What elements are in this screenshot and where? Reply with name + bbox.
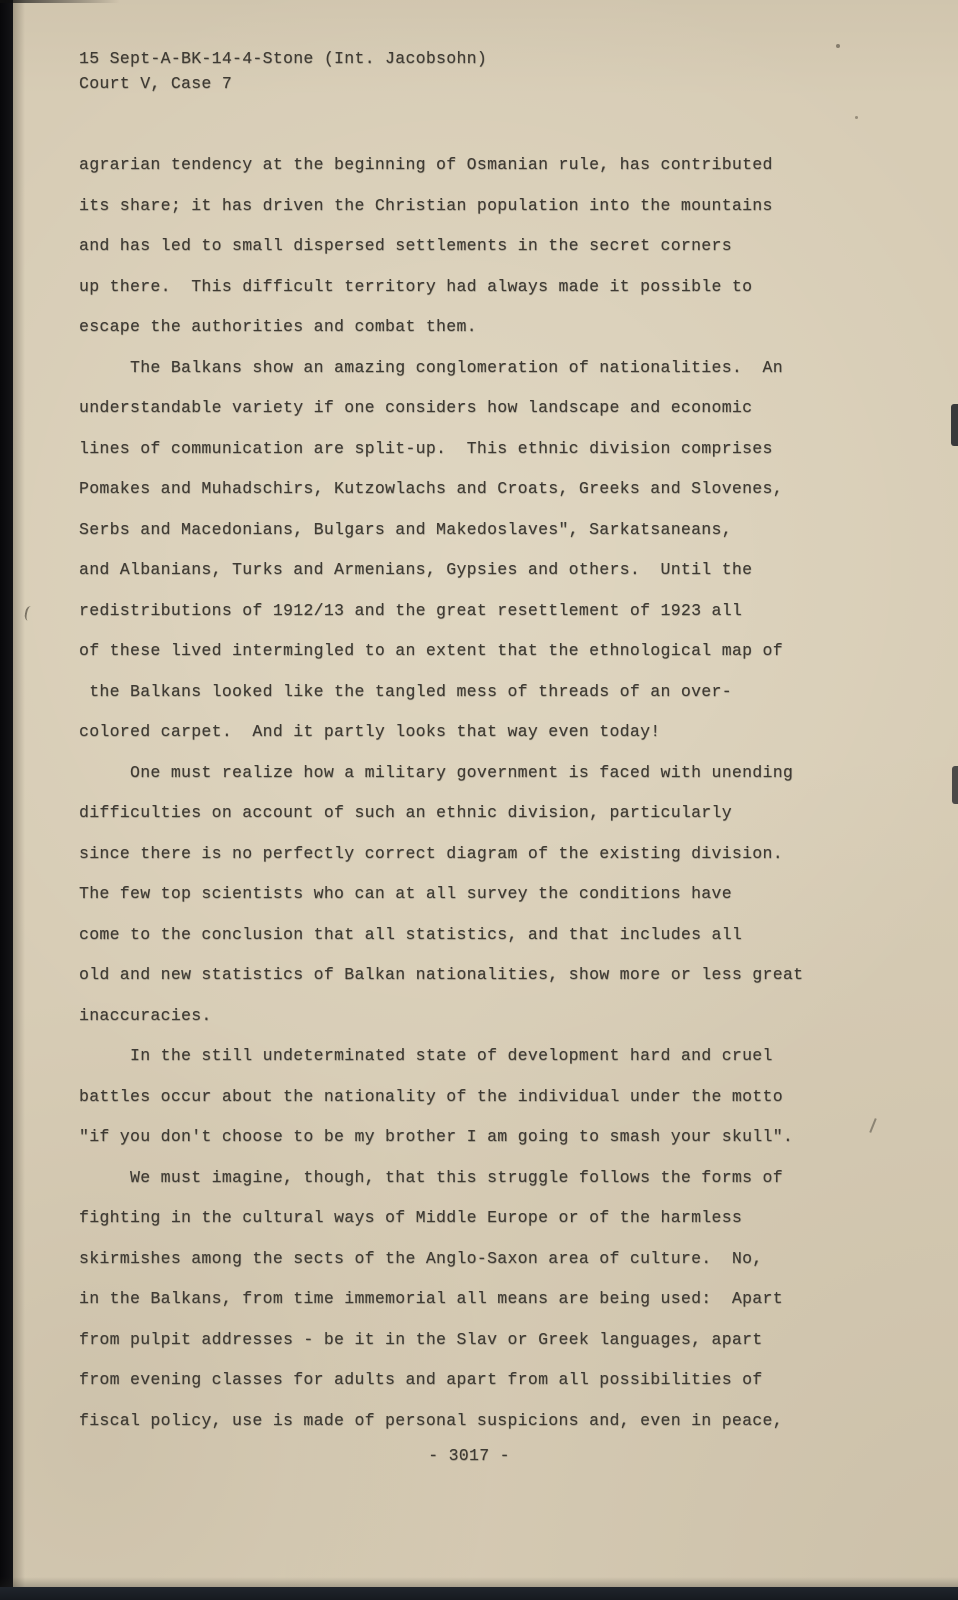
text-line: escape the authorities and combat them. — [79, 317, 477, 336]
document-header — [79, 46, 884, 96]
text-line: up there. This difficult territory had always made it possible to — [79, 276, 753, 296]
text-line: of these lived intermingled to an extent that the ethnological map of — [79, 641, 783, 660]
text-line: The Balkans show an amazing conglomeration of nationalities. An — [79, 357, 783, 377]
page-number: - 3017 - — [428, 1446, 510, 1465]
text-line: the Balkans looked like the tangled mess of threads of an over- — [79, 681, 732, 701]
text-line: Pomakes and Muhadschirs, Kutzowlachs and Croats, Greeks and Slovenes, — [79, 479, 783, 498]
text-line: "if you don't choose to be my brother I am going to smash your skull". — [79, 1127, 794, 1146]
text-line: come to the conclusion that all statistics, and that includes all — [79, 924, 743, 944]
text-line: old and new statistics of Balkan nationalities, show more or less great — [79, 965, 804, 984]
text-line: We must imagine, though, that this struggle follows the forms of — [79, 1167, 783, 1187]
scan-edge-bottom — [0, 1587, 958, 1600]
text-line: and Albanians, Turks and Armenians, Gypsies and others. Until the — [79, 560, 753, 579]
text-line: since there is no perfectly correct diagram of the existing division. — [79, 843, 783, 863]
document-content — [79, 46, 884, 1465]
text-line: battles occur about the nationality of the individual under the motto — [79, 1086, 783, 1106]
text-line: fighting in the cultural ways of Middle Europe or of the harmless — [79, 1208, 743, 1227]
scan-artifact-right — [951, 404, 958, 446]
text-line: fiscal policy, use is made of personal suspicions and, even in peace, — [79, 1410, 783, 1430]
text-line: lines of communication are split-up. This ethnic division comprises — [79, 438, 773, 458]
text-line: its share; it has driven the Christian population into the mountains — [79, 195, 773, 215]
text-line: skirmishes among the sects of the Anglo-Saxon area of culture. No, — [79, 1248, 763, 1268]
text-line: The few top scientists who can at all survey the conditions have — [79, 884, 732, 903]
header-court-case-line: Court V, Case 7 — [79, 74, 233, 93]
text-line: In the still undeterminated state of development hard and cruel — [79, 1046, 773, 1065]
text-line: from pulpit addresses - be it in the Slav or Greek languages, apart — [79, 1329, 763, 1349]
document-body — [79, 145, 884, 1441]
text-line: colored carpet. And it partly looks that way even today! — [79, 722, 661, 741]
text-line: understandable variety if one considers how landscape and economic — [79, 398, 753, 417]
text-line: Serbs and Macedonians, Bulgars and Makedoslaves", Sarkatsaneans, — [79, 519, 732, 539]
text-line: One must realize how a military government is faced with unending — [79, 762, 794, 782]
pen-mark — [24, 605, 36, 622]
text-line: redistributions of 1912/13 and the great resettlement of 1923 all — [79, 600, 743, 620]
text-line: agrarian tendency at the beginning of Osmanian rule, has contributed — [79, 155, 773, 174]
text-line: difficulties on account of such an ethnic division, particularly — [79, 803, 732, 822]
text-line: in the Balkans, from time immemorial all means are being used: Apart — [79, 1289, 783, 1308]
scan-edge-left — [0, 0, 13, 1600]
scan-edge-top — [0, 0, 120, 3]
text-line: inaccuracies. — [79, 1005, 212, 1025]
header-reference-line: 15 Sept-A-BK-14-4-Stone (Int. Jacobsohn) — [79, 49, 488, 68]
scan-artifact-right — [952, 766, 958, 804]
text-line: from evening classes for adults and apart from all possibilities of — [79, 1370, 763, 1389]
text-line: and has led to small dispersed settlements in the secret corners — [79, 236, 732, 255]
